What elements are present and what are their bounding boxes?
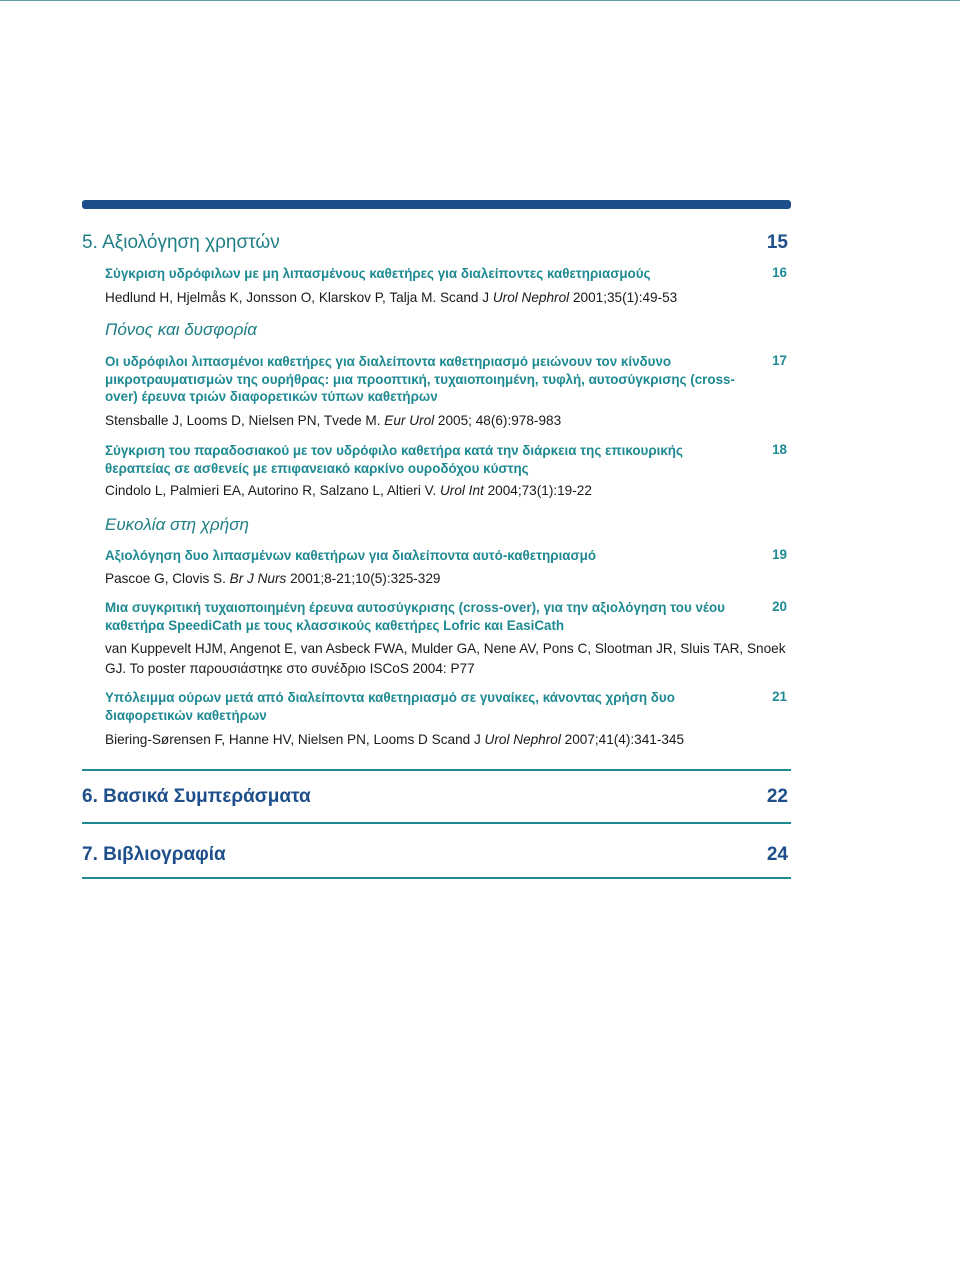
section-7-title[interactable]: 7. Βιβλιογραφία bbox=[82, 844, 226, 865]
toc-entry-title[interactable]: Σύγκριση υδρόφιλων με μη λιπασμένους καθετήρες για διαλείποντες καθετηριασμούς bbox=[105, 266, 651, 281]
reference-citation: 2007;41(4):341-345 bbox=[560, 732, 685, 747]
section-7-page: 24 bbox=[766, 844, 788, 865]
reference-authors: Hedlund H, Hjelmås K, Jonsson O, Klarskov P, Talja M. Scand J bbox=[105, 290, 493, 305]
section-6-page: 22 bbox=[766, 786, 788, 807]
reference-journal: Urol Nephrol bbox=[492, 290, 570, 305]
reference-citation: 2004;73(1):19-22 bbox=[483, 483, 592, 498]
section-7-bottom-rule bbox=[82, 877, 791, 879]
section-6-title[interactable]: 6. Βασικά Συμπεράσματα bbox=[82, 786, 311, 807]
reference-citation: 2005; 48(6):978-983 bbox=[434, 413, 562, 428]
section-6-top-rule bbox=[82, 769, 791, 771]
reference-authors: van Kuppevelt HJM, Angenot E, van Asbeck FWA, Mulder GA, Nene AV, Pons C, Slootman JR, Sluis TAR, Snoek GJ. To poster παρουσιάστηκε στο συνέδριο ISCoS 2004: P77 bbox=[105, 641, 786, 676]
toc-entry-title[interactable]: Οι υδρόφιλοι λιπασμένοι καθετήρες για διαλείποντα καθετηριασμό μειώνουν τον κίνδυνο μικροτραυματισμών της ουρήθρας: μια προοπτική, τυχαιοποιημένη, τυφλή, αυτοσύγκρισης (cross-over) έρευνα τριών διαφορετικών τύπων καθετήρων bbox=[105, 354, 735, 404]
section-6-bottom-rule bbox=[82, 822, 791, 824]
toc-entry-page: 17 bbox=[772, 353, 787, 368]
toc-entry-reference bbox=[105, 569, 790, 589]
top-divider bbox=[0, 0, 960, 1]
toc-entry-reference bbox=[105, 730, 790, 750]
reference-journal: Br J Nurs bbox=[229, 571, 287, 586]
toc-entry-reference bbox=[105, 639, 790, 679]
reference-authors: Cindolo L, Palmieri EA, Autorino R, Salzano L, Altieri V. bbox=[105, 483, 440, 498]
subheading-pain: Πόνος και δυσφορία bbox=[105, 320, 258, 339]
toc-entry-reference bbox=[105, 411, 790, 431]
reference-journal: Urol Nephrol bbox=[484, 732, 561, 747]
reference-authors: Biering-Sørensen F, Hanne HV, Nielsen PN, Looms D Scand J bbox=[105, 732, 485, 747]
toc-entry-title[interactable]: Υπόλειμμα ούρων μετά από διαλείποντα καθετηριασμό σε γυναίκες, κάνοντας χρήση δυο διαφορετικών καθετήρων bbox=[105, 690, 675, 723]
toc-entry-page: 21 bbox=[772, 689, 787, 704]
reference-authors: Stensballe J, Looms D, Nielsen PN, Tvede M. bbox=[105, 413, 385, 428]
reference-journal: Eur Urol bbox=[384, 413, 435, 428]
reference-authors: Pascoe G, Clovis S. bbox=[105, 571, 230, 586]
subheading-ease-of-use: Ευκολία στη χρήση bbox=[105, 515, 249, 534]
header-bar bbox=[82, 200, 791, 209]
toc-entry-title[interactable]: Σύγκριση του παραδοσιακού με τον υδρόφιλο καθετήρα κατά την διάρκεια της επικουρικής θεραπείας σε ασθενείς με επιφανειακό καρκίνο ουροδόχου κύστης bbox=[105, 443, 683, 476]
reference-citation: 2001;35(1):49-53 bbox=[569, 290, 678, 305]
toc-entry-page: 18 bbox=[772, 442, 787, 457]
section-5-page: 15 bbox=[766, 232, 788, 253]
reference-citation: 2001;8-21;10(5):325-329 bbox=[286, 571, 441, 586]
toc-entry-reference bbox=[105, 288, 790, 308]
toc-entry-page: 19 bbox=[772, 547, 787, 562]
reference-journal: Urol Int bbox=[439, 483, 484, 498]
toc-entry-reference bbox=[105, 481, 790, 501]
section-5-title[interactable]: 5. Αξιολόγηση χρηστών bbox=[82, 232, 280, 253]
toc-entry-title[interactable]: Αξιολόγηση δυο λιπασμένων καθετήρων για διαλείποντα αυτό-καθετηριασμό bbox=[105, 548, 597, 563]
toc-entry-title[interactable]: Μια συγκριτική τυχαιοποιημένη έρευνα αυτοσύγκρισης (cross-over), για την αξιολόγηση του νέου καθετήρα SpeediCath με τους κλασσικούς καθετήρες Lofric και EasiCath bbox=[105, 600, 725, 633]
toc-entry-page: 16 bbox=[772, 265, 787, 280]
toc-entry-page: 20 bbox=[772, 599, 787, 614]
